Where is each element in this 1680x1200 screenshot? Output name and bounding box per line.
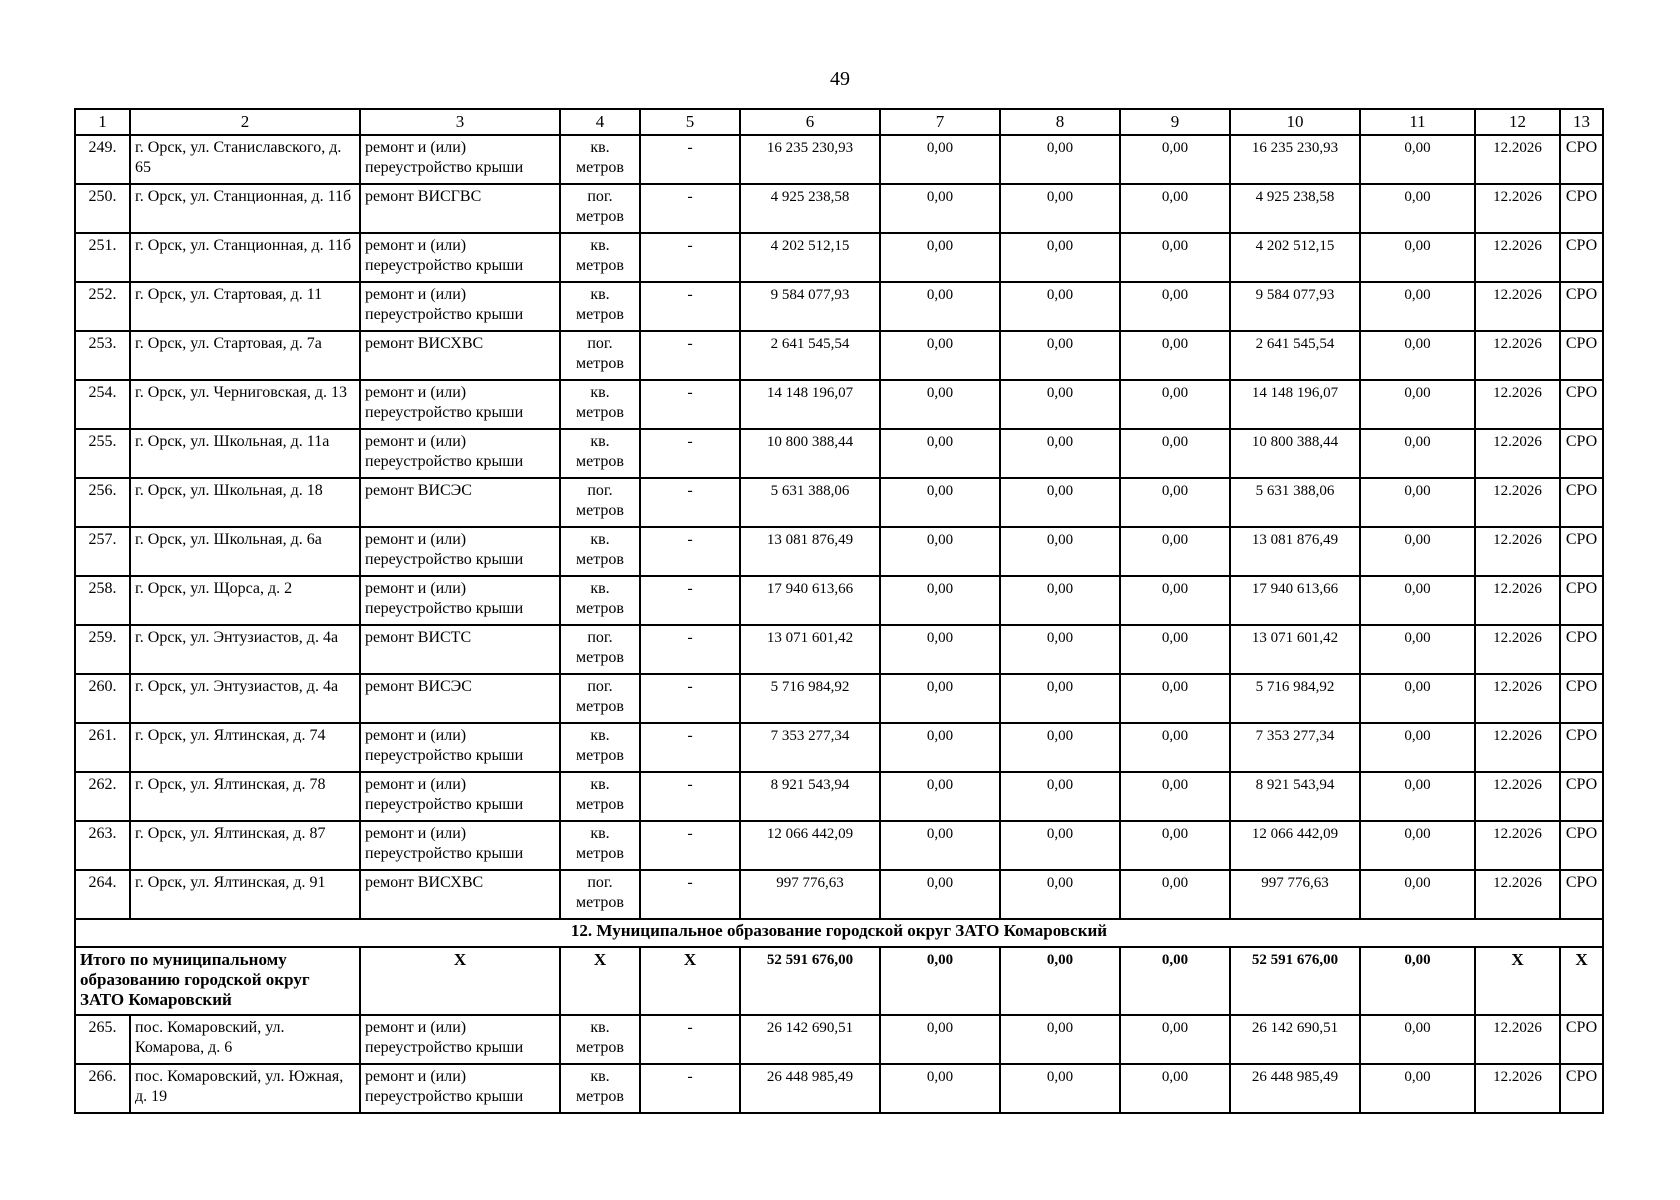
work-type-cell: ремонт и (или) переустройство крыши [360,282,560,331]
work-type-cell: ремонт ВИСХВС [360,870,560,919]
col-header-2: 2 [130,109,360,135]
col-10-cost-cell: 9 584 077,93 [1230,282,1360,331]
table-row [75,331,1603,380]
col-7-cell: 0,00 [880,380,1000,429]
unit-cell: пог. метров [560,184,640,233]
unit-cell: кв. метров [560,576,640,625]
address-cell: г. Орск, ул. Станиславского, д. 65 [130,135,360,184]
unit-cell: кв. метров [560,380,640,429]
col-5-cell: - [640,135,740,184]
col-6-cost-cell: 5 631 388,06 [740,478,880,527]
address-cell: г. Орск, ул. Школьная, д. 11а [130,429,360,478]
col-5-cell: - [640,625,740,674]
contractor-cell: СРО [1560,429,1603,478]
unit-cell: пог. метров [560,478,640,527]
row-number-cell: 264. [75,870,130,919]
completion-date-cell: 12.2026 [1475,233,1560,282]
col-6-cost-cell: 10 800 388,44 [740,429,880,478]
table-row [75,527,1603,576]
unit-cell: пог. метров [560,870,640,919]
col-5-cell: - [640,478,740,527]
row-number-cell: 256. [75,478,130,527]
col-header-4: 4 [560,109,640,135]
contractor-cell: СРО [1560,380,1603,429]
col-9-cell: 0,00 [1120,478,1230,527]
col-5-cell: - [640,233,740,282]
col-5-cell: - [640,870,740,919]
completion-date-cell: 12.2026 [1475,576,1560,625]
col-header-12: 12 [1475,109,1560,135]
work-type-cell: ремонт и (или) переустройство крыши [360,1015,560,1064]
col-5-cell: - [640,282,740,331]
col-8-cell: 0,00 [1000,576,1120,625]
address-cell: г. Орск, ул. Ялтинская, д. 91 [130,870,360,919]
col-6-cost-cell: 7 353 277,34 [740,723,880,772]
completion-date-cell: 12.2026 [1475,821,1560,870]
col-6-cost-cell: 5 716 984,92 [740,674,880,723]
total-c3-cell: X [360,947,560,1015]
contractor-cell: СРО [1560,1064,1603,1113]
col-7-cell: 0,00 [880,821,1000,870]
address-cell: г. Орск, ул. Стартовая, д. 11 [130,282,360,331]
col-7-cell: 0,00 [880,576,1000,625]
address-cell: г. Орск, ул. Ялтинская, д. 74 [130,723,360,772]
col-8-cell: 0,00 [1000,331,1120,380]
completion-date-cell: 12.2026 [1475,135,1560,184]
col-9-cell: 0,00 [1120,674,1230,723]
col-6-cost-cell: 14 148 196,07 [740,380,880,429]
row-number-cell: 260. [75,674,130,723]
col-11-cell: 0,00 [1360,135,1475,184]
col-9-cell: 0,00 [1120,184,1230,233]
col-11-cell: 0,00 [1360,723,1475,772]
col-9-cell: 0,00 [1120,870,1230,919]
total-c7-cell: 0,00 [880,947,1000,1015]
total-c6-cell: 52 591 676,00 [740,947,880,1015]
col-9-cell: 0,00 [1120,380,1230,429]
row-number-cell: 253. [75,331,130,380]
col-11-cell: 0,00 [1360,674,1475,723]
table-row [75,429,1603,478]
work-type-cell: ремонт и (или) переустройство крыши [360,576,560,625]
col-header-3: 3 [360,109,560,135]
col-11-cell: 0,00 [1360,576,1475,625]
address-cell: г. Орск, ул. Станционная, д. 11б [130,233,360,282]
col-header-6: 6 [740,109,880,135]
contractor-cell: СРО [1560,723,1603,772]
completion-date-cell: 12.2026 [1475,674,1560,723]
unit-cell: пог. метров [560,331,640,380]
col-header-11: 11 [1360,109,1475,135]
total-c4-cell: X [560,947,640,1015]
col-8-cell: 0,00 [1000,478,1120,527]
col-7-cell: 0,00 [880,1015,1000,1064]
work-type-cell: ремонт и (или) переустройство крыши [360,821,560,870]
col-6-cost-cell: 16 235 230,93 [740,135,880,184]
unit-cell: пог. метров [560,674,640,723]
column-number-header [75,109,1603,135]
col-10-cost-cell: 5 631 388,06 [1230,478,1360,527]
col-11-cell: 0,00 [1360,380,1475,429]
col-6-cost-cell: 8 921 543,94 [740,772,880,821]
col-9-cell: 0,00 [1120,282,1230,331]
col-10-cost-cell: 13 081 876,49 [1230,527,1360,576]
address-cell: г. Орск, ул. Станционная, д. 11б [130,184,360,233]
total-c13-cell: X [1560,947,1603,1015]
col-11-cell: 0,00 [1360,429,1475,478]
address-cell: пос. Комаровский, ул. Комарова, д. 6 [130,1015,360,1064]
col-10-cost-cell: 2 641 545,54 [1230,331,1360,380]
col-5-cell: - [640,723,740,772]
total-c8-cell: 0,00 [1000,947,1120,1015]
table-row [75,135,1603,184]
col-header-5: 5 [640,109,740,135]
unit-cell: кв. метров [560,1064,640,1113]
col-header-13: 13 [1560,109,1603,135]
contractor-cell: СРО [1560,1015,1603,1064]
col-7-cell: 0,00 [880,331,1000,380]
work-type-cell: ремонт и (или) переустройство крыши [360,380,560,429]
completion-date-cell: 12.2026 [1475,527,1560,576]
col-10-cost-cell: 14 148 196,07 [1230,380,1360,429]
col-11-cell: 0,00 [1360,233,1475,282]
col-8-cell: 0,00 [1000,625,1120,674]
unit-cell: пог. метров [560,625,640,674]
col-9-cell: 0,00 [1120,135,1230,184]
row-number-cell: 263. [75,821,130,870]
col-9-cell: 0,00 [1120,527,1230,576]
completion-date-cell: 12.2026 [1475,282,1560,331]
col-10-cost-cell: 13 071 601,42 [1230,625,1360,674]
table-row [75,870,1603,919]
work-type-cell: ремонт и (или) переустройство крыши [360,1064,560,1113]
col-7-cell: 0,00 [880,233,1000,282]
col-6-cost-cell: 26 448 985,49 [740,1064,880,1113]
col-8-cell: 0,00 [1000,429,1120,478]
col-7-cell: 0,00 [880,429,1000,478]
col-5-cell: - [640,1064,740,1113]
contractor-cell: СРО [1560,135,1603,184]
unit-cell: кв. метров [560,821,640,870]
row-number-cell: 254. [75,380,130,429]
col-7-cell: 0,00 [880,674,1000,723]
contractor-cell: СРО [1560,625,1603,674]
col-11-cell: 0,00 [1360,184,1475,233]
col-6-cost-cell: 2 641 545,54 [740,331,880,380]
col-9-cell: 0,00 [1120,723,1230,772]
work-type-cell: ремонт ВИСТС [360,625,560,674]
completion-date-cell: 12.2026 [1475,625,1560,674]
col-5-cell: - [640,331,740,380]
work-type-cell: ремонт и (или) переустройство крыши [360,527,560,576]
col-9-cell: 0,00 [1120,772,1230,821]
col-8-cell: 0,00 [1000,1015,1120,1064]
col-header-1: 1 [75,109,130,135]
row-number-cell: 261. [75,723,130,772]
table-row [75,380,1603,429]
section-title: 12. Муниципальное образование городской округ ЗАТО Комаровский [75,919,1603,947]
table-row [75,478,1603,527]
total-c9-cell: 0,00 [1120,947,1230,1015]
completion-date-cell: 12.2026 [1475,478,1560,527]
work-type-cell: ремонт ВИСЭС [360,674,560,723]
col-10-cost-cell: 10 800 388,44 [1230,429,1360,478]
col-6-cost-cell: 4 925 238,58 [740,184,880,233]
unit-cell: кв. метров [560,429,640,478]
col-7-cell: 0,00 [880,625,1000,674]
completion-date-cell: 12.2026 [1475,184,1560,233]
col-7-cell: 0,00 [880,184,1000,233]
col-8-cell: 0,00 [1000,380,1120,429]
row-number-cell: 258. [75,576,130,625]
contractor-cell: СРО [1560,674,1603,723]
col-10-cost-cell: 12 066 442,09 [1230,821,1360,870]
work-type-cell: ремонт и (или) переустройство крыши [360,723,560,772]
work-type-cell: ремонт ВИСГВС [360,184,560,233]
capital-repair-table [74,108,1604,1114]
work-type-cell: ремонт ВИСХВС [360,331,560,380]
table-row [75,674,1603,723]
col-9-cell: 0,00 [1120,233,1230,282]
col-11-cell: 0,00 [1360,331,1475,380]
unit-cell: кв. метров [560,233,640,282]
col-11-cell: 0,00 [1360,772,1475,821]
table-row [75,821,1603,870]
col-11-cell: 0,00 [1360,870,1475,919]
address-cell: г. Орск, ул. Энтузиастов, д. 4а [130,625,360,674]
col-6-cost-cell: 12 066 442,09 [740,821,880,870]
page-number: 49 [830,68,850,90]
row-number-cell: 262. [75,772,130,821]
col-11-cell: 0,00 [1360,478,1475,527]
col-header-9: 9 [1120,109,1230,135]
col-10-cost-cell: 26 448 985,49 [1230,1064,1360,1113]
row-number-cell: 252. [75,282,130,331]
completion-date-cell: 12.2026 [1475,380,1560,429]
table-row [75,1064,1603,1113]
col-5-cell: - [640,821,740,870]
completion-date-cell: 12.2026 [1475,772,1560,821]
contractor-cell: СРО [1560,576,1603,625]
unit-cell: кв. метров [560,135,640,184]
table-row [75,723,1603,772]
table-row [75,282,1603,331]
address-cell: г. Орск, ул. Черниговская, д. 13 [130,380,360,429]
table-row [75,576,1603,625]
contractor-cell: СРО [1560,527,1603,576]
completion-date-cell: 12.2026 [1475,870,1560,919]
col-6-cost-cell: 26 142 690,51 [740,1015,880,1064]
col-8-cell: 0,00 [1000,870,1120,919]
col-11-cell: 0,00 [1360,1015,1475,1064]
col-7-cell: 0,00 [880,1064,1000,1113]
table-row [75,184,1603,233]
col-8-cell: 0,00 [1000,527,1120,576]
col-10-cost-cell: 8 921 543,94 [1230,772,1360,821]
col-7-cell: 0,00 [880,282,1000,331]
col-7-cell: 0,00 [880,870,1000,919]
col-8-cell: 0,00 [1000,1064,1120,1113]
completion-date-cell: 12.2026 [1475,331,1560,380]
col-8-cell: 0,00 [1000,135,1120,184]
row-number-cell: 265. [75,1015,130,1064]
address-cell: г. Орск, ул. Школьная, д. 18 [130,478,360,527]
col-6-cost-cell: 13 071 601,42 [740,625,880,674]
col-8-cell: 0,00 [1000,821,1120,870]
row-number-cell: 250. [75,184,130,233]
col-5-cell: - [640,527,740,576]
col-8-cell: 0,00 [1000,723,1120,772]
col-8-cell: 0,00 [1000,772,1120,821]
work-type-cell: ремонт ВИСЭС [360,478,560,527]
col-header-7: 7 [880,109,1000,135]
col-9-cell: 0,00 [1120,429,1230,478]
col-5-cell: - [640,576,740,625]
col-header-10: 10 [1230,109,1360,135]
total-c12-cell: X [1475,947,1560,1015]
unit-cell: кв. метров [560,282,640,331]
col-6-cost-cell: 9 584 077,93 [740,282,880,331]
col-6-cost-cell: 17 940 613,66 [740,576,880,625]
work-type-cell: ремонт и (или) переустройство крыши [360,233,560,282]
col-8-cell: 0,00 [1000,674,1120,723]
address-cell: г. Орск, ул. Ялтинская, д. 87 [130,821,360,870]
col-9-cell: 0,00 [1120,625,1230,674]
col-5-cell: - [640,184,740,233]
col-8-cell: 0,00 [1000,282,1120,331]
col-header-8: 8 [1000,109,1120,135]
total-row [75,947,1603,1015]
address-cell: г. Орск, ул. Щорса, д. 2 [130,576,360,625]
completion-date-cell: 12.2026 [1475,1064,1560,1113]
work-type-cell: ремонт и (или) переустройство крыши [360,135,560,184]
table-row [75,1015,1603,1064]
col-5-cell: - [640,1015,740,1064]
address-cell: г. Орск, ул. Энтузиастов, д. 4а [130,674,360,723]
col-5-cell: - [640,429,740,478]
col-6-cost-cell: 997 776,63 [740,870,880,919]
col-7-cell: 0,00 [880,478,1000,527]
col-9-cell: 0,00 [1120,1015,1230,1064]
contractor-cell: СРО [1560,184,1603,233]
col-8-cell: 0,00 [1000,184,1120,233]
contractor-cell: СРО [1560,870,1603,919]
col-5-cell: - [640,674,740,723]
col-7-cell: 0,00 [880,135,1000,184]
contractor-cell: СРО [1560,772,1603,821]
col-10-cost-cell: 16 235 230,93 [1230,135,1360,184]
table-row [75,772,1603,821]
completion-date-cell: 12.2026 [1475,1015,1560,1064]
table-row [75,625,1603,674]
col-10-cost-cell: 26 142 690,51 [1230,1015,1360,1064]
address-cell: г. Орск, ул. Ялтинская, д. 78 [130,772,360,821]
address-cell: г. Орск, ул. Стартовая, д. 7а [130,331,360,380]
unit-cell: кв. метров [560,772,640,821]
col-7-cell: 0,00 [880,527,1000,576]
contractor-cell: СРО [1560,233,1603,282]
col-9-cell: 0,00 [1120,1064,1230,1113]
col-8-cell: 0,00 [1000,233,1120,282]
work-type-cell: ремонт и (или) переустройство крыши [360,772,560,821]
col-5-cell: - [640,772,740,821]
col-10-cost-cell: 17 940 613,66 [1230,576,1360,625]
col-5-cell: - [640,380,740,429]
address-cell: пос. Комаровский, ул. Южная, д. 19 [130,1064,360,1113]
row-number-cell: 257. [75,527,130,576]
row-number-cell: 251. [75,233,130,282]
row-number-cell: 259. [75,625,130,674]
table-body [75,109,1603,1113]
contractor-cell: СРО [1560,821,1603,870]
col-11-cell: 0,00 [1360,282,1475,331]
col-10-cost-cell: 4 925 238,58 [1230,184,1360,233]
col-11-cell: 0,00 [1360,527,1475,576]
col-10-cost-cell: 5 716 984,92 [1230,674,1360,723]
completion-date-cell: 12.2026 [1475,429,1560,478]
col-10-cost-cell: 7 353 277,34 [1230,723,1360,772]
col-11-cell: 0,00 [1360,1064,1475,1113]
col-10-cost-cell: 997 776,63 [1230,870,1360,919]
contractor-cell: СРО [1560,282,1603,331]
work-type-cell: ремонт и (или) переустройство крыши [360,429,560,478]
col-7-cell: 0,00 [880,723,1000,772]
completion-date-cell: 12.2026 [1475,723,1560,772]
col-6-cost-cell: 13 081 876,49 [740,527,880,576]
col-7-cell: 0,00 [880,772,1000,821]
row-number-cell: 266. [75,1064,130,1113]
total-c5-cell: X [640,947,740,1015]
col-11-cell: 0,00 [1360,625,1475,674]
row-number-cell: 249. [75,135,130,184]
col-11-cell: 0,00 [1360,821,1475,870]
col-9-cell: 0,00 [1120,331,1230,380]
table-row [75,233,1603,282]
col-9-cell: 0,00 [1120,576,1230,625]
unit-cell: кв. метров [560,1015,640,1064]
total-c11-cell: 0,00 [1360,947,1475,1015]
address-cell: г. Орск, ул. Школьная, д. 6а [130,527,360,576]
col-10-cost-cell: 4 202 512,15 [1230,233,1360,282]
row-number-cell: 255. [75,429,130,478]
contractor-cell: СРО [1560,331,1603,380]
unit-cell: кв. метров [560,527,640,576]
col-6-cost-cell: 4 202 512,15 [740,233,880,282]
col-9-cell: 0,00 [1120,821,1230,870]
total-c10-cell: 52 591 676,00 [1230,947,1360,1015]
section-header-row [75,919,1603,947]
contractor-cell: СРО [1560,478,1603,527]
unit-cell: кв. метров [560,723,640,772]
total-label: Итого по муниципальному образованию городской округ ЗАТО Комаровский [75,947,360,1015]
